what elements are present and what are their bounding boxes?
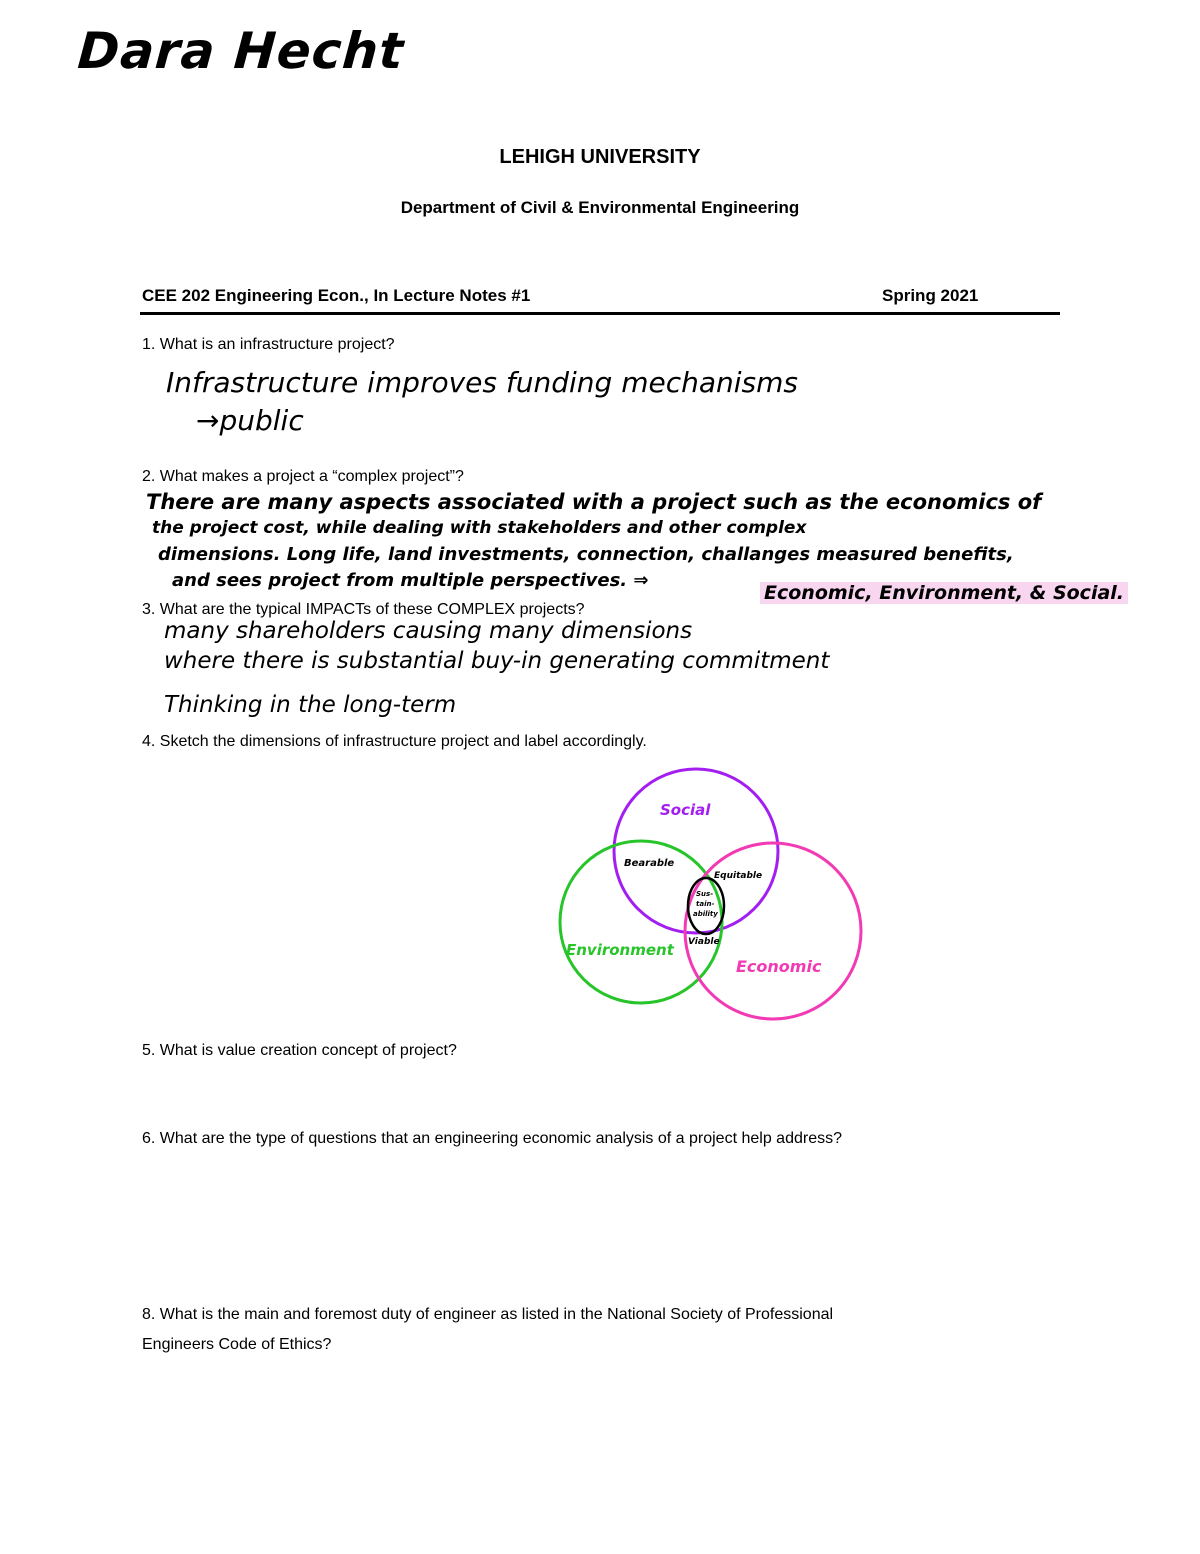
equitable-label: Equitable <box>714 871 763 881</box>
question-text: What makes a project a “complex project”? <box>155 468 464 485</box>
question-text: What is the main and foremost duty of engineer as listed in the National Society of Professional <box>155 1306 834 1323</box>
center-label-line-2: tain- <box>696 900 715 908</box>
viable-label: Viable <box>688 937 720 947</box>
question-8-line-2: Engineers Code of Ethics? <box>142 1336 332 1353</box>
environment-label: Environment <box>566 941 674 959</box>
question-3 <box>142 601 585 619</box>
department-title: Department of Civil & Environmental Engineering <box>400 198 800 217</box>
answer-3-line-3: Thinking in the long-term <box>164 692 457 718</box>
economic-label: Economic <box>736 957 822 976</box>
question-text: What is value creation concept of project? <box>155 1042 457 1059</box>
university-title: LEHIGH UNIVERSITY <box>499 146 701 168</box>
question-number: 2. <box>142 468 156 485</box>
question-number: 8. <box>142 1306 156 1323</box>
answer-2-highlight: Economic, Environment, & Social. <box>760 582 1128 604</box>
social-circle <box>614 769 778 933</box>
term-label: Spring 2021 <box>882 286 979 305</box>
social-label: Social <box>660 801 711 819</box>
answer-1-line-1: Infrastructure improves funding mechanisms <box>166 366 798 399</box>
question-5 <box>142 1042 457 1060</box>
center-label-line-1: Sus- <box>696 890 714 898</box>
question-text: Sketch the dimensions of infrastructure project and label accordingly. <box>155 733 647 750</box>
question-text: What is an infrastructure project? <box>155 336 395 353</box>
question-text: What are the type of questions that an engineering economic analysis of a project help address? <box>155 1130 842 1147</box>
bearable-label: Bearable <box>624 858 675 869</box>
question-number: 5. <box>142 1042 156 1059</box>
question-6 <box>142 1130 842 1148</box>
center-label-line-3: ability <box>693 910 718 918</box>
question-text: What are the typical IMPACTs of these COMPLEX projects? <box>155 601 585 618</box>
question-8 <box>142 1306 833 1324</box>
answer-3-line-1: many shareholders causing many dimensions <box>164 618 693 644</box>
question-number: 4. <box>142 733 156 750</box>
answer-2-line-4: and sees project from multiple perspectives. ⇒ <box>172 570 649 591</box>
answer-2-line-1: There are many aspects associated with a project such as the economics of <box>146 490 1042 514</box>
author-signature: Dara Hecht <box>75 22 406 80</box>
answer-2-line-2: the project cost, while dealing with stakeholders and other complex <box>152 518 807 538</box>
question-4 <box>142 733 647 751</box>
question-number: 6. <box>142 1130 156 1147</box>
header-divider <box>140 312 1060 315</box>
answer-2-line-3: dimensions. Long life, land investments, connection, challanges measured benefits, <box>158 544 1014 565</box>
course-title: CEE 202 Engineering Econ., In Lecture Notes #1 <box>142 286 531 305</box>
answer-1-line-2: →public <box>196 404 304 437</box>
question-2 <box>142 468 464 486</box>
question-number: 1. <box>142 336 156 353</box>
venn-diagram <box>550 760 880 1070</box>
question-number: 3. <box>142 601 156 618</box>
answer-3-line-2: where there is substantial buy-in generating commitment <box>164 648 830 674</box>
question-1 <box>142 336 395 354</box>
